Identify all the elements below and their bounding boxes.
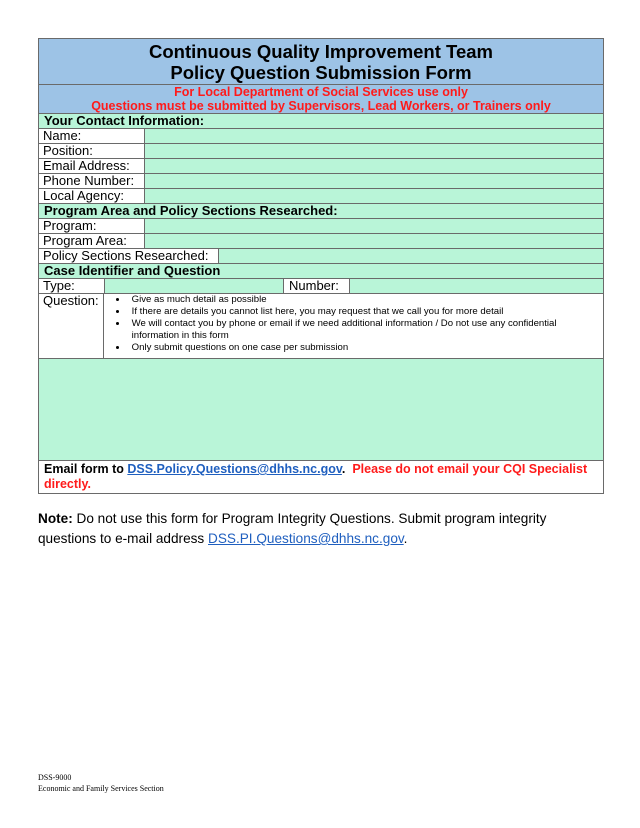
phone-label: Phone Number:	[39, 174, 145, 188]
email-label: Email Address:	[39, 159, 145, 173]
note-paragraph	[38, 509, 604, 549]
phone-field[interactable]	[145, 174, 603, 188]
pi-email-link[interactable]: DSS.PI.Questions@dhhs.nc.gov	[208, 531, 404, 546]
title-line-1: Continuous Quality Improvement Team	[148, 41, 493, 62]
email-field[interactable]	[145, 159, 603, 173]
program-area-row	[39, 234, 603, 249]
usage-notice	[39, 85, 603, 114]
position-field[interactable]	[145, 144, 603, 158]
position-row	[39, 144, 603, 159]
name-label: Name:	[39, 129, 145, 143]
form-number: DSS-9000	[38, 773, 72, 782]
guideline-item: • Give as much detail as possible	[128, 294, 603, 306]
number-label: Number:	[284, 279, 350, 293]
type-label: Type:	[39, 279, 105, 293]
program-area-label: Program Area:	[39, 234, 145, 248]
email-instructions	[39, 461, 603, 493]
section-name: Economic and Family Services Section	[38, 784, 164, 793]
form-title	[39, 39, 603, 85]
policy-sections-label: Policy Sections Researched:	[39, 249, 219, 263]
position-label: Position:	[39, 144, 145, 158]
program-label: Program:	[39, 219, 145, 233]
note-label: Note:	[38, 511, 73, 526]
policy-sections-field[interactable]	[219, 249, 603, 263]
program-row	[39, 219, 603, 234]
notice-line-1: For Local Department of Social Services use only	[174, 85, 468, 99]
name-field[interactable]	[145, 129, 603, 143]
phone-row	[39, 174, 603, 189]
number-field[interactable]	[350, 279, 603, 293]
email-suffix: .	[341, 462, 346, 476]
title-line-2: Policy Question Submission Form	[170, 62, 472, 83]
type-field[interactable]	[105, 279, 284, 293]
program-section-header: Program Area and Policy Sections Researched:	[39, 204, 603, 219]
case-type-row	[39, 279, 603, 294]
agency-label: Local Agency:	[39, 189, 145, 203]
submission-form	[38, 38, 604, 494]
agency-field[interactable]	[145, 189, 603, 203]
note-text: Do not use this form for Program Integrity Questions. Submit program integrity questions to e-mail address	[38, 511, 547, 546]
program-field[interactable]	[145, 219, 603, 233]
notice-line-2: Questions must be submitted by Supervisors, Lead Workers, or Trainers only	[91, 99, 551, 113]
question-guidelines	[104, 294, 603, 358]
question-row	[39, 294, 603, 359]
question-label: Question:	[39, 294, 104, 358]
note-end: .	[403, 531, 408, 546]
agency-row	[39, 189, 603, 204]
case-section-header: Case Identifier and Question	[39, 264, 603, 279]
policy-sections-row	[39, 249, 603, 264]
guideline-item: • We will contact you by phone or email if we need additional information / Do not use any confidential information in this form	[128, 318, 603, 342]
program-area-field[interactable]	[145, 234, 603, 248]
email-row	[39, 159, 603, 174]
guideline-item: • Only submit questions on one case per submission	[128, 342, 603, 354]
footer	[38, 772, 164, 794]
question-text-area[interactable]	[39, 359, 603, 461]
guideline-item: • If there are details you cannot list here, you may request that we call you for more detail	[128, 306, 603, 318]
policy-email-link[interactable]: DSS.Policy.Questions@dhhs.nc.gov	[127, 462, 342, 476]
email-prefix: Email form to	[44, 462, 128, 476]
name-row	[39, 129, 603, 144]
contact-section-header: Your Contact Information:	[39, 114, 603, 129]
email-warning: Please do not email your CQI Specialist directly.	[44, 462, 588, 491]
